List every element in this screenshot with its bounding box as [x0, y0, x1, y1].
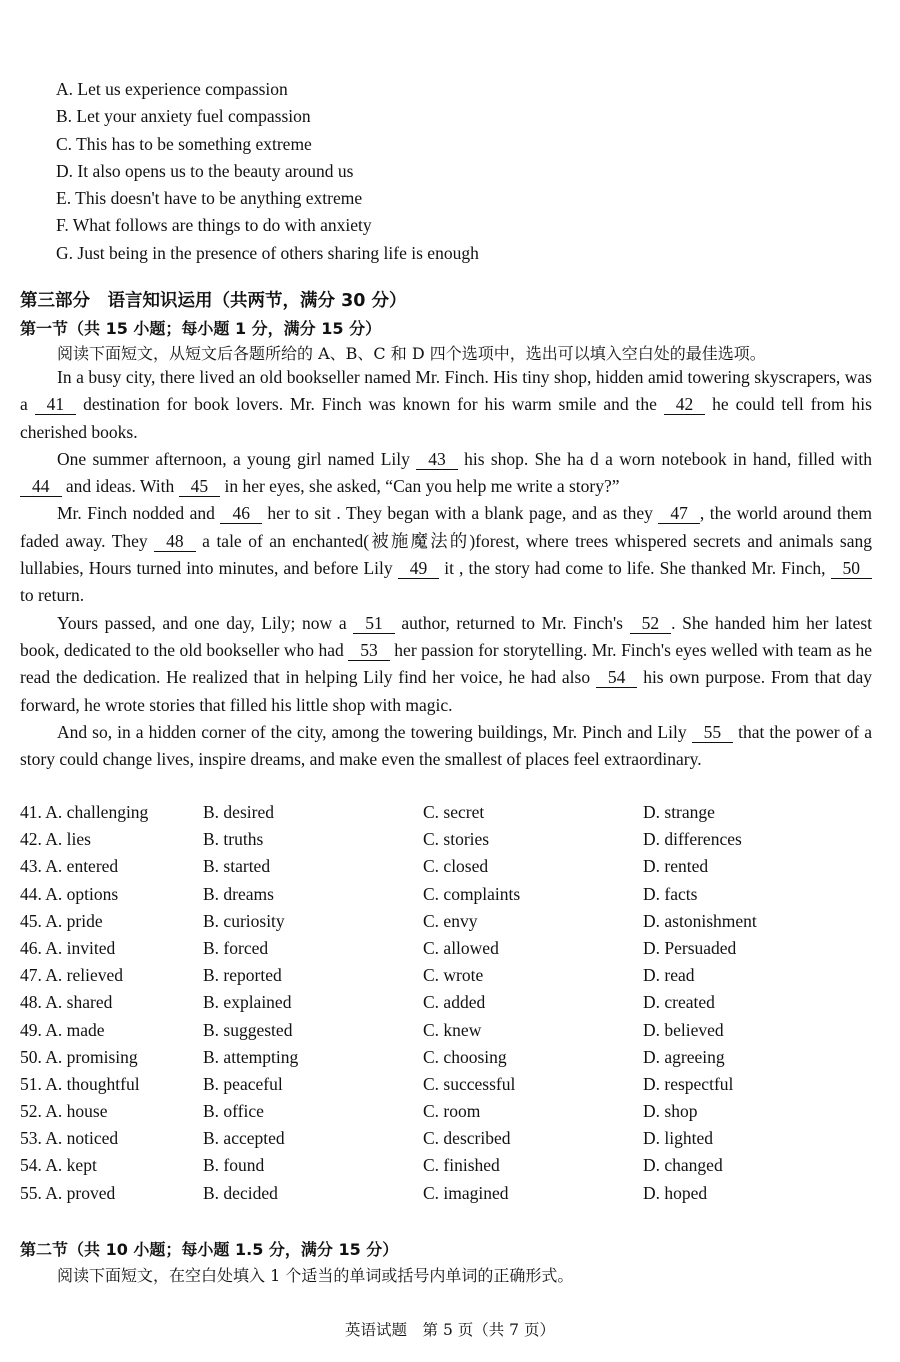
choice-c: C. closed [423, 856, 489, 877]
choice-b: B. dreams [203, 883, 274, 904]
choice-c: C. described [423, 1128, 511, 1149]
cloze-passage [20, 364, 872, 773]
blank-51: 51 [353, 613, 395, 634]
blank-42: 42 [664, 394, 706, 415]
choice-a: 54. A. kept [20, 1155, 97, 1176]
choice-b: B. attempting [203, 1046, 299, 1067]
choice-b: B. found [203, 1155, 265, 1176]
paragraph-2: One summer afternoon, a young girl named Lily 43 his shop. She ha d a worn notebook in hand, filled with 44 and ideas. With 45 in her eyes, she asked, “Can you help me write a story?” [20, 446, 872, 501]
option-b: B. Let your anxiety fuel compassion [56, 106, 311, 127]
choice-row-45 [20, 909, 880, 936]
paragraph-3: Mr. Finch nodded and 46 her to sit . They began with a blank page, and as they 47 , the world around them faded away. They 48 a tale of an enchanted(被施魔法的)forest, where trees whispered secrets and animals sang lullabies, Hours turned into minutes, and before Lily 49 it , the story had come to life. She thanked Mr. Finch, 50 to return. [20, 503, 873, 606]
choice-c: C. complaints [423, 883, 521, 904]
choice-d: D. astonishment [643, 910, 757, 931]
choice-c: C. added [423, 992, 486, 1013]
paragraph-5: And so, in a hidden corner of the city, among the towering buildings, Mr. Pinch and Lily 55 that the power of a story could change lives, inspire dreams, and make even the smallest of places feel extraordinary. [20, 721, 872, 770]
option-e: E. This doesn't have to be anything extreme [56, 188, 363, 209]
blank-44: 44 [20, 476, 62, 497]
choice-row-49 [20, 1018, 880, 1045]
option-f: F. What follows are things to do with anxiety [56, 215, 372, 236]
part3-heading: 第三部分 语言知识运用（共两节，满分 30 分） [20, 291, 407, 311]
choice-b: B. truths [203, 829, 264, 850]
choice-d: D. agreeing [643, 1046, 725, 1067]
choice-b: B. suggested [203, 1019, 293, 1040]
choice-d: D. believed [643, 1019, 724, 1040]
choice-a: 55. A. proved [20, 1182, 116, 1203]
choice-c: C. allowed [423, 937, 499, 958]
choice-row-53 [20, 1126, 880, 1153]
choice-row-48 [20, 990, 880, 1017]
choice-c: C. finished [423, 1155, 500, 1176]
choice-b: B. desired [203, 802, 274, 822]
choice-b: B. reported [203, 965, 282, 986]
choice-c: C. imagined [423, 1182, 509, 1203]
choice-c: C. successful [423, 1073, 516, 1094]
choice-row-46 [20, 936, 880, 963]
choice-d: D. facts [643, 883, 698, 904]
choice-b: B. forced [203, 937, 269, 958]
choice-d: D. Persuaded [643, 937, 737, 958]
choice-b: B. accepted [203, 1128, 285, 1149]
choice-a: 51. A. thoughtful [20, 1073, 140, 1094]
option-a: A. Let us experience compassion [56, 79, 288, 99]
answer-choices [20, 800, 880, 1208]
choice-row-44 [20, 882, 880, 909]
choice-d: D. changed [643, 1155, 723, 1176]
blank-55: 55 [692, 722, 734, 743]
blank-41: 41 [35, 394, 77, 415]
choice-c: C. wrote [423, 965, 484, 986]
choice-a: 47. A. relieved [20, 965, 124, 986]
choice-d: D. shop [643, 1101, 698, 1122]
choice-b: B. office [203, 1101, 264, 1122]
choice-c: C. stories [423, 829, 490, 850]
choice-a: 53. A. noticed [20, 1128, 119, 1149]
choice-row-43 [20, 854, 880, 881]
choice-c: C. secret [423, 802, 485, 822]
choice-a: 45. A. pride [20, 910, 103, 931]
choice-a: 44. A. options [20, 883, 119, 904]
choice-c: C. room [423, 1101, 481, 1122]
choice-row-47 [20, 963, 880, 990]
section1-heading: 第一节（共 15 小题；每小题 1 分，满分 15 分） [20, 319, 382, 338]
choice-row-50 [20, 1045, 880, 1072]
choice-a: 43. A. entered [20, 856, 119, 877]
blank-47: 47 [658, 503, 700, 524]
section2-instruction: 阅读下面短文，在空白处填入 1 个适当的单词或括号内单词的正确形式。 [57, 1266, 574, 1285]
page-footer: 英语试题 第 5 页（共 7 页） [345, 1321, 555, 1339]
blank-46: 46 [220, 503, 262, 524]
choice-b: B. started [203, 856, 271, 877]
choice-a: 49. A. made [20, 1019, 105, 1040]
choice-d: D. strange [643, 802, 715, 822]
paragraph-1: In a busy city, there lived an old bookseller named Mr. Finch. His tiny shop, hidden amid towering skyscrapers, was a 41 destination for book lovers. Mr. Finch was known for his warm smile and the 42 he could tell from his cherished books. [20, 367, 872, 442]
blank-53: 53 [348, 640, 390, 661]
section2-heading: 第二节（共 10 小题；每小题 1.5 分，满分 15 分） [20, 1240, 399, 1259]
choice-b: B. decided [203, 1182, 278, 1203]
choice-row-54 [20, 1153, 880, 1180]
choice-c: C. envy [423, 910, 478, 931]
blank-45: 45 [179, 476, 221, 497]
seven-choice-options [56, 77, 876, 268]
choice-d: D. respectful [643, 1073, 734, 1094]
blank-43: 43 [416, 449, 458, 470]
choice-c: C. choosing [423, 1046, 507, 1067]
choice-b: B. explained [203, 992, 292, 1013]
option-d: D. It also opens us to the beauty around us [56, 160, 354, 181]
choice-a: 42. A. lies [20, 829, 91, 850]
choice-row-51 [20, 1072, 880, 1099]
choice-d: D. differences [643, 829, 742, 850]
blank-54: 54 [596, 667, 638, 688]
choice-d: D. created [643, 992, 715, 1013]
choice-a: 46. A. invited [20, 937, 116, 958]
section1-instruction: 阅读下面短文，从短文后各题所给的 A、B、C 和 D 四个选项中，选出可以填入空白处的最佳选项。 [57, 344, 766, 363]
paragraph-4: Yours passed, and one day, Lily; now a 51 author, returned to Mr. Finch's 52 . She handed him her latest book, dedicated to the old bookseller who had 53 her passion for storytelling. Mr. Finch's eyes welled with team as he read the dedication. He realized that in helping Lily find her voice, he had also 54 his own purpose. From that day forward, he wrote stories that filled his little shop with magic. [20, 612, 873, 715]
choice-d: D. rented [643, 856, 709, 877]
choice-a: 48. A. shared [20, 992, 113, 1013]
choice-a: 52. A. house [20, 1101, 108, 1122]
choice-d: D. lighted [643, 1128, 713, 1149]
blank-52: 52 [630, 613, 672, 634]
choice-row-42 [20, 827, 880, 854]
choice-c: C. knew [423, 1019, 482, 1040]
blank-49: 49 [398, 558, 440, 579]
choice-a: 41. A. challenging [20, 802, 149, 822]
choice-b: B. peaceful [203, 1073, 283, 1094]
choice-row-55 [20, 1181, 880, 1208]
blank-50: 50 [831, 558, 873, 579]
choice-d: D. hoped [643, 1182, 708, 1203]
choice-a: 50. A. promising [20, 1046, 138, 1067]
choice-d: D. read [643, 965, 695, 986]
choice-row-52 [20, 1099, 880, 1126]
choice-b: B. curiosity [203, 910, 285, 931]
option-g: G. Just being in the presence of others sharing life is enough [56, 242, 479, 263]
blank-48: 48 [154, 531, 196, 552]
option-c: C. This has to be something extreme [56, 133, 312, 154]
choice-row-41 [20, 800, 880, 827]
